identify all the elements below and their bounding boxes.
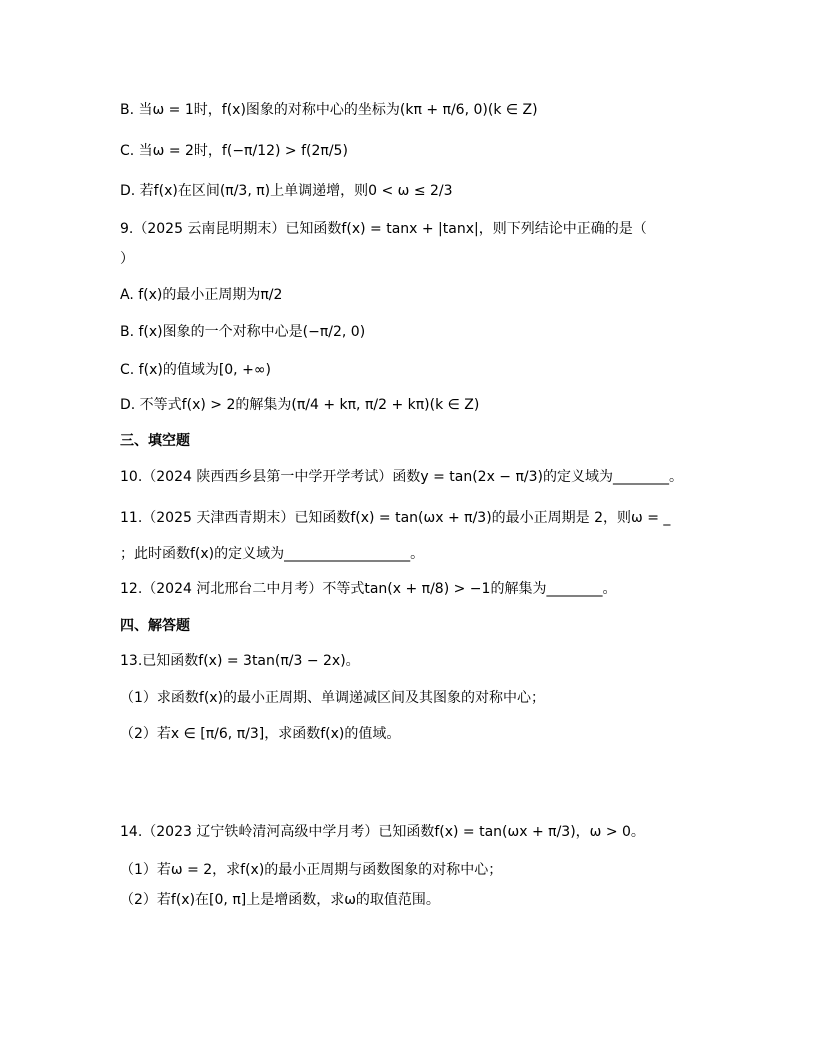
question-11: 11.（2025 天津西青期末）已知函数f(x) = tan(ωx + π/3)的最小正周期是 2，则ω = _ bbox=[120, 510, 671, 526]
question-14-part-2: （2）若f(x)在[0, π]上是增函数，求ω的取值范围。 bbox=[120, 892, 440, 908]
question-14: 14.（2023 辽宁铁岭清河高级中学月考）已知函数f(x) = tan(ωx + π/3)，ω > 0。 bbox=[120, 824, 645, 840]
question-13-part-1: （1）求函数f(x)的最小正周期、单调递减区间及其图象的对称中心； bbox=[120, 690, 546, 706]
option-9d: D. 不等式f(x) > 2的解集为(π/4 + kπ, π/2 + kπ)(k ∈ Z) bbox=[120, 397, 480, 413]
option-8d: D. 若f(x)在区间(π/3, π)上单调递增，则0 < ω ≤ 2/3 bbox=[120, 183, 453, 199]
option-9c: C. f(x)的值域为[0, +∞) bbox=[120, 362, 271, 378]
option-9a: A. f(x)的最小正周期为π/2 bbox=[120, 287, 283, 303]
question-14-part-1: （1）若ω = 2，求f(x)的最小正周期与函数图象的对称中心； bbox=[120, 862, 503, 878]
question-13: 13.已知函数f(x) = 3tan(π/3 − 2x)。 bbox=[120, 653, 360, 669]
section-answer: 四、解答题 bbox=[120, 618, 190, 634]
question-10: 10.（2024 陕西西乡县第一中学开学考试）函数y = tan(2x − π/3)的定义域为________。 bbox=[120, 469, 683, 485]
question-13-part-2: （2）若x ∈ [π/6, π/3]，求函数f(x)的值域。 bbox=[120, 726, 401, 742]
option-8b: B. 当ω = 1时，f(x)图象的对称中心的坐标为(kπ + π/6, 0)(k ∈ Z) bbox=[120, 102, 538, 118]
option-9b: B. f(x)图象的一个对称中心是(−π/2, 0) bbox=[120, 324, 366, 340]
question-9-stem: 9.（2025 云南昆明期末）已知函数f(x) = tanx + |tanx|，则下列结论中正确的是（ bbox=[120, 221, 647, 237]
option-8c: C. 当ω = 2时，f(−π/12) > f(2π/5) bbox=[120, 143, 348, 159]
question-12: 12.（2024 河北邢台二中月考）不等式tan(x + π/8) > −1的解集为________。 bbox=[120, 581, 617, 597]
question-9-stem-end: ） bbox=[120, 251, 134, 267]
question-11-cont: ；此时函数f(x)的定义域为__________________。 bbox=[120, 546, 425, 562]
section-fill-in: 三、填空题 bbox=[120, 433, 190, 449]
